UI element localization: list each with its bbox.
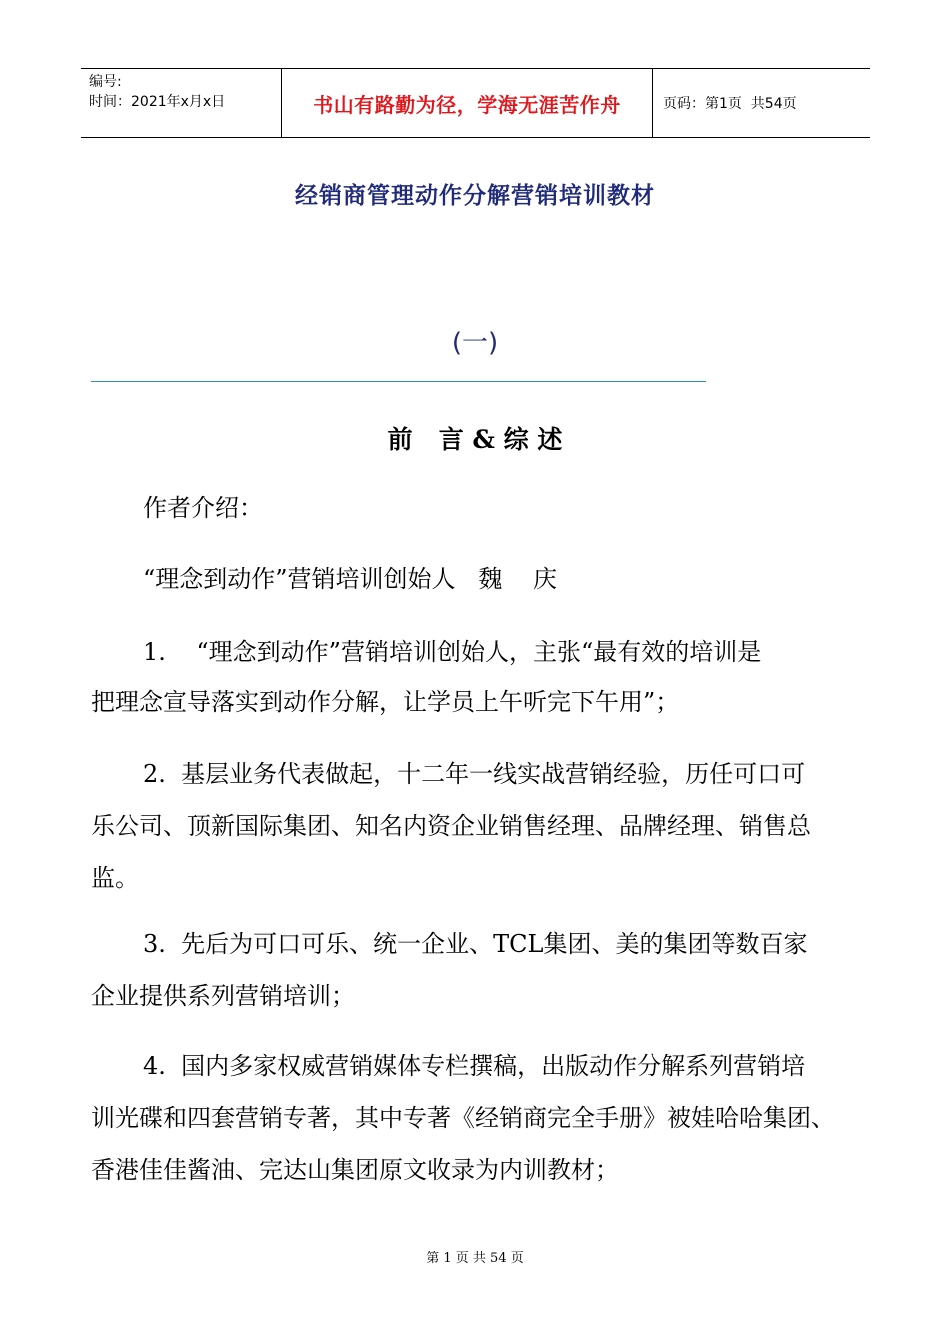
paragraph-item-2-line-3: 监。 [91, 864, 139, 892]
section-heading: 前 言 & 综 述 [387, 425, 563, 454]
paragraph-item-3-line-2: 企业提供系列营销培训； [91, 982, 355, 1010]
paragraph-item-2-line-1: 2. 基层业务代表做起，十二年一线实战营销经验，历任可口可 [143, 760, 806, 788]
number-label: 编号: [89, 74, 122, 90]
paragraph-founder: “理念到动作”营销培训创始人 魏 庆 [143, 565, 557, 593]
paragraph-item-1-line-1: 1. “理念到动作”营销培训创始人，主张“最有效的培训是 [143, 638, 762, 666]
paragraph-author-intro: 作者介绍： [143, 494, 263, 522]
header-table [81, 68, 870, 138]
paragraph-item-4-line-1: 4. 国内多家权威营销媒体专栏撰稿，出版动作分解系列营销培 [143, 1052, 806, 1080]
divider-line [91, 381, 706, 382]
page-info: 页码：第1页 共54页 [663, 96, 797, 112]
paragraph-item-4-line-3: 香港佳佳酱油、完达山集团原文收录为内训教材； [91, 1156, 619, 1184]
header-page-cell [653, 69, 870, 137]
part-number: (一) [451, 328, 499, 358]
paragraph-item-2-line-2: 乐公司、顶新国际集团、知名内资企业销售经理、品牌经理、销售总 [91, 812, 811, 840]
document-title: 经销商管理动作分解营销培训教材 [295, 183, 655, 209]
paragraph-item-3-line-1: 3. 先后为可口可乐、统一企业、TCL集团、美的集团等数百家 [143, 930, 808, 958]
time-label: 时间：2021年x月x日 [89, 94, 226, 110]
page-footer: 第 1 页 共 54 页 [426, 1251, 524, 1266]
motto: 书山有路勤为径，学海无涯苦作舟 [313, 92, 621, 117]
header-meta-cell [81, 69, 281, 137]
paragraph-item-1-line-2: 把理念宣导落实到动作分解，让学员上午听完下午用”； [91, 688, 680, 716]
paragraph-item-4-line-2: 训光碟和四套营销专著，其中专著《经销商完全手册》被娃哈哈集团、 [91, 1104, 835, 1132]
header-motto-cell [281, 69, 653, 137]
